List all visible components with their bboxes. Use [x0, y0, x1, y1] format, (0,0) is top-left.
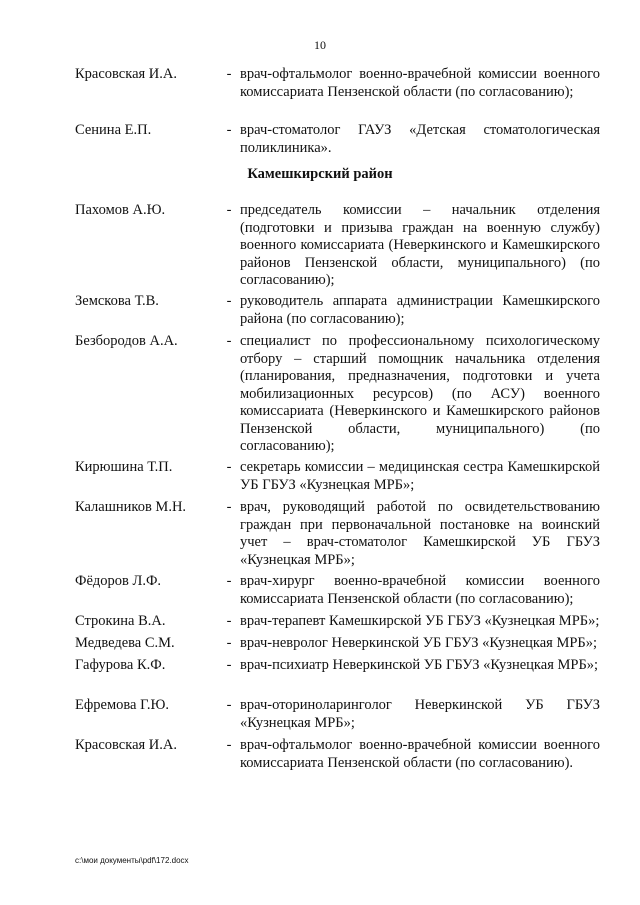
- dash-separator: -: [226, 613, 232, 629]
- member-name: Медведева С.М.: [75, 635, 175, 651]
- member-name: Гафурова К.Ф.: [75, 657, 166, 673]
- member-name: Ефремова Г.Ю.: [75, 697, 169, 713]
- section-title: Камешкирский район: [247, 166, 393, 182]
- member-name: Калашников М.Н.: [75, 499, 187, 515]
- member-name: Красовская И.А.: [75, 66, 177, 82]
- member-name: Сенина Е.П.: [75, 122, 152, 138]
- member-name: Земскова Т.В.: [75, 293, 159, 309]
- dash-separator: -: [226, 697, 232, 713]
- dash-separator: -: [226, 737, 232, 753]
- member-role: врач-невролог Неверкинской УБ ГБУЗ «Кузнецкая МРБ»;: [240, 635, 598, 651]
- dash-separator: -: [226, 499, 232, 515]
- member-role: врач-стоматолог ГАУЗ «Детская стоматологическая поликлиника».: [240, 122, 600, 156]
- member-name: Пахомов А.Ю.: [75, 202, 166, 218]
- page-number: 10: [314, 38, 326, 52]
- dash-separator: -: [226, 202, 232, 218]
- dash-separator: -: [226, 573, 232, 589]
- member-role: врач-терапевт Камешкирской УБ ГБУЗ «Кузнецкая МРБ»;: [240, 613, 600, 629]
- file-path-footer: c:\мои документы\pdf\172.docx: [75, 856, 189, 865]
- member-role: врач-психиатр Неверкинской УБ ГБУЗ «Кузнецкая МРБ»;: [240, 657, 599, 673]
- member-role: специалист по профессиональному психологическому отбору – старший помощник начальника отделения (планирования, предназначения, подготовки и учета мобилизационных ресурсов) (по АСУ) военного комиссариата (Неверкинского и Камешкирского районов Пензенской области, муниципального) (по согласованию);: [240, 333, 600, 454]
- dash-separator: -: [226, 122, 232, 138]
- member-name: Фёдоров Л.Ф.: [75, 573, 162, 589]
- dash-separator: -: [226, 293, 232, 309]
- dash-separator: -: [226, 333, 232, 349]
- member-role: врач-оториноларинголог Неверкинской УБ ГБУЗ «Кузнецкая МРБ»;: [240, 697, 600, 731]
- dash-separator: -: [226, 635, 232, 651]
- dash-separator: -: [226, 66, 232, 82]
- member-name: Кирюшина Т.П.: [75, 459, 173, 475]
- member-name: Безбородов А.А.: [75, 333, 178, 349]
- dash-separator: -: [226, 459, 232, 475]
- member-role: руководитель аппарата администрации Камешкирского района (по согласованию);: [240, 293, 600, 327]
- member-role: секретарь комиссии – медицинская сестра Камешкирской УБ ГБУЗ «Кузнецкая МРБ»;: [240, 459, 600, 493]
- member-role: председатель комиссии – начальник отделения (подготовки и призыва граждан на военную службу) военного комиссариата (Неверкинского и Камешкирского районов Пензенской области, муниципального) (по согласованию);: [240, 202, 600, 288]
- member-role: врач-офтальмолог военно-врачебной комиссии военного комиссариата Пензенской области (по согласованию);: [240, 66, 600, 100]
- member-role: врач-офтальмолог военно-врачебной комиссии военного комиссариата Пензенской области (по согласованию).: [240, 737, 600, 771]
- member-name: Красовская И.А.: [75, 737, 177, 753]
- member-role: врач, руководящий работой по освидетельствованию граждан при первоначальной постановке на воинский учет – врач-стоматолог Камешкирской УБ ГБУЗ «Кузнецкая МРБ»;: [240, 499, 600, 568]
- dash-separator: -: [226, 657, 232, 673]
- member-role: врач-хирург военно-врачебной комиссии военного комиссариата Пензенской области (по согласованию);: [240, 573, 600, 607]
- member-name: Строкина В.А.: [75, 613, 166, 629]
